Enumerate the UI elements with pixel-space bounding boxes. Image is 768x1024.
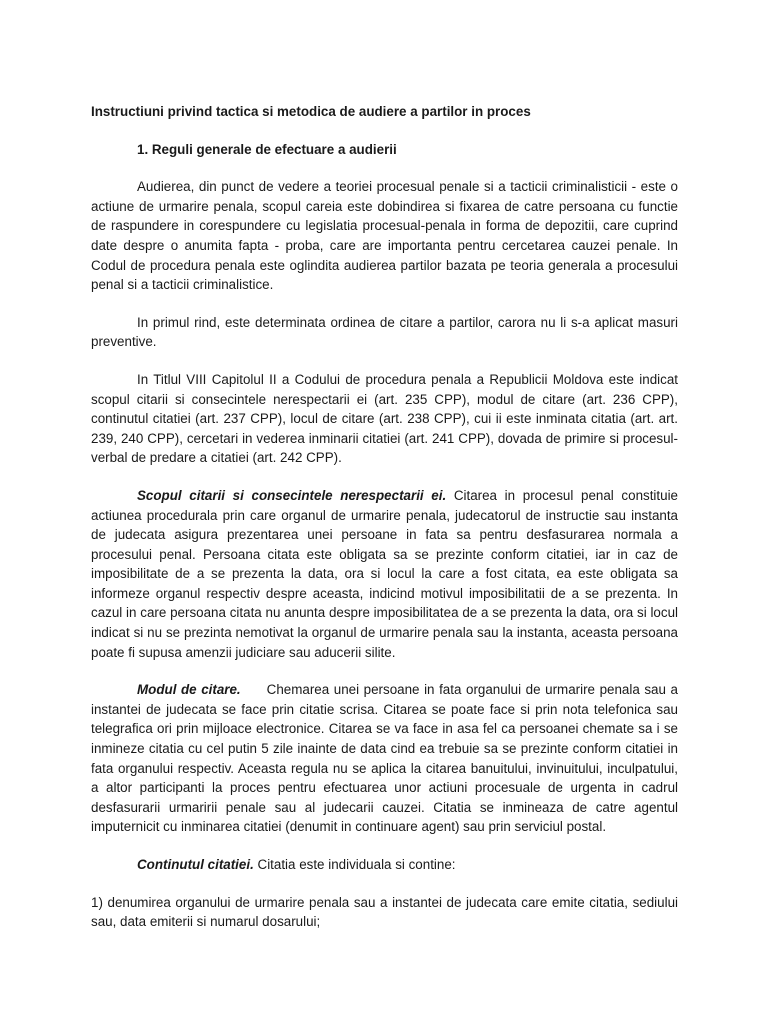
paragraph-modul-de-citare [91,680,678,837]
paragraph-audierea: Audierea, din punct de vedere a teoriei procesual penale si a tacticii criminalisticii - este o actiune de urmarire penala, scopul careia este dobindirea si fixarea de catre persoana cu functie de raspundere in corespundere cu legislatia procesual-penala in forma de depozitii, care cuprind date despre o anumita fapta - proba, care are importanta pentru cercetarea cauzei penale. In Codul de procedura penala este oglindita audierea partilor bazata pe teoria generala a procesului penal si a tacticii criminalistice. [91,179,678,293]
paragraph-scopul-citarii [91,486,678,662]
document-body [91,102,678,950]
paragraph-body-scopul: Citarea in procesul penal constituie actiunea procedurala prin care organul de urmarire penala, judecatorul de instructie sau instanta de judecata asigura prezentarea unei persoane in fata sa pentru desfasurarea normala a procesului penal. Persoana citata este obligata sa se prezinte conform citatiei, iar in caz de imposibilitate de a se prezenta la data, ora si locul la care a fost citata, ea este obligata sa informeze organul respectiv despre aceasta, indicind motivul imposibilitatii de a se prezenta. In cazul in care persoana citata nu anunta despre imposibilitatea de a se prezenta la data, ora si locul indicat si nu se prezinta nemotivat la organul de urmarire penala sau la instanta, aceasta persoana poate fi supusa amenzii judiciare sau aducerii silite. [91,487,678,660]
paragraph-primul-rind: In primul rind, este determinata ordinea de citare a partilor, carora nu li s-a aplicat masuri preventive. [91,314,678,350]
list-item-1: 1) denumirea organului de urmarire penala sau a instantei de judecata care emite citatia, sediului sau, data emiterii si numarul dosarului; [91,894,678,930]
paragraph-lead-continutul: Continutul citatiei. [137,857,254,872]
paragraph-continutul-citatiei [91,855,678,875]
paragraph-body-continutul: Citatia este individuala si contine: [253,857,456,872]
document-title: Instructiuni privind tactica si metodica de audiere a partilor in proces [91,104,531,119]
paragraph-lead-modul: Modul de citare. [137,682,241,698]
paragraph-body-modul: Chemarea unei persoane in fata organului de urmarire penala sau a instantei de judecata se face prin citatie scrisa. Citarea se poate face si prin nota telefonica sau telegrafica ori prin mijloace electronice. Citarea se va face in asa fel ca persoanei chemate sa i se inmineze citatia cu cel putin 5 zile inainte de data cind ea trebuie sa se prezinte conform citatiei in fata organului respectiv. Aceasta regula nu se aplica la citarea banuitului, invinuitului, inculpatului, a altor participanti la proces pentru efectuarea unor actiuni procesuale de urgenta in cadrul desfasurarii urmaririi penale sau al judecarii cauzei. Citatia se inmineaza de catre agentul imputernicit cu inminarea citatiei (denumit in continuare agent) sau prin serviciul postal. [91,682,678,835]
section-heading: 1. Reguli generale de efectuare a audierii [137,141,397,157]
paragraph-titlul-viii: In Titlul VIII Capitolul II a Codului de procedura penala a Republicii Moldova este indicat scopul citarii si consecintele nerespectarii ei (art. 235 CPP), modul de citare (art. 236 CPP), continutul citatiei (art. 237 CPP), locul de citare (art. 238 CPP), cui ii este inminata citatia (art. art. 239, 240 CPP), cercetari in vederea inminarii citatiei (art. 241 CPP), dovada de primire si procesul-verbal de predare a citatiei (art. 242 CPP). [91,371,678,466]
paragraph-lead-scopul: Scopul citarii si consecintele nerespectarii ei. [137,487,447,503]
